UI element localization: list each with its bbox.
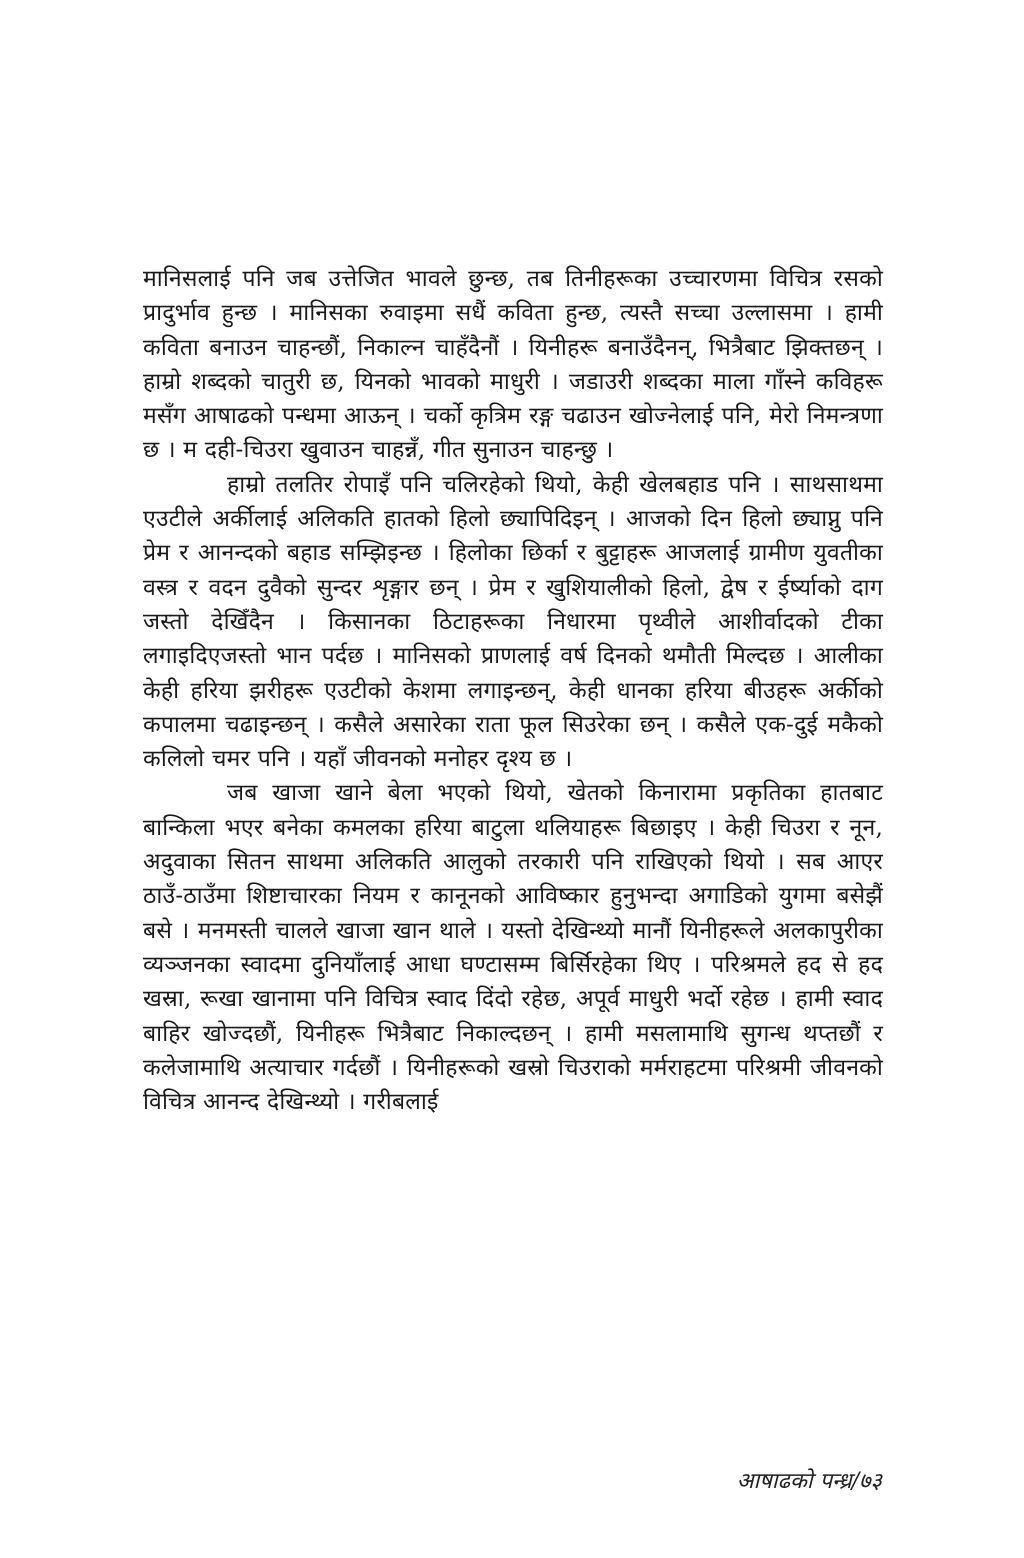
paragraph-2: हाम्रो तलतिर रोपाइँ पनि चलिरहेको थियो, केही खेलबहाड पनि । साथसाथमा एउटीले अर्कीलाई अलिकति हातको हिलो छ्यापिदिइन् । आजको दिन हिलो छ्याप्नु पनि प्रेम र आनन्दको बहाड सम्झिइन्छ । हिलोका छिर्का र बुट्टाहरू आजलाई ग्रामीण युवतीका वस्त्र र वदन दुवैको सुन्दर शृङ्गार छन् । प्रेम र खुशियालीको हिलो, द्वेष र ईर्ष्याको दाग जस्तो देखिँदैन । किसानका ठिटाहरूका निधारमा पृथ्वीले आशीर्वादको टीका लगाइदिएजस्तो भान पर्दछ । मानिसको प्राणलाई वर्ष दिनको थमौती मिल्दछ । आलीका केही हरिया झरीहरू एउटीको केशमा लगाइन्छन्, केही धानका हरिया बीउहरू अर्कीको कपालमा चढाइन्छन् । कसैले असारेका राता फूल सिउरेका छन् । कसैले एक-दुई मकैको कलिलो चमर पनि । यहाँ जीवनको मनोहर दृश्य छ । <box>143 471 883 773</box>
page-body <box>143 262 883 1119</box>
paragraph-1: मानिसलाई पनि जब उत्तेजित भावले छुन्छ, तब तिनीहरूका उच्चारणमा विचित्र रसको प्रादुर्भाव हुन्छ । मानिसका रुवाइमा सधैं कविता हुन्छ, त्यस्तै सच्चा उल्लासमा । हामी कविता बनाउन चाहन्छौं, निकाल्न चाहँदैनौं । यिनीहरू बनाउँदैनन्, भित्रैबाट झिक्तछन् । हाम्रो शब्दको चातुरी छ, यिनको भावको माधुरी । जडाउरी शब्दका माला गाँस्ने कविहरू मसँग आषाढको पन्धमा आऊन् । चर्को कृत्रिम रङ्ग चढाउन खोज्नेलाई पनि, मेरो निमन्त्रणा छ । म दही-चिउरा खुवाउन चाहन्नँ, गीत सुनाउन चाहन्छु । <box>143 266 883 464</box>
paragraph-3: जब खाजा खाने बेला भएको थियो, खेतको किनारामा प्रकृतिका हातबाट बान्किला भएर बनेका कमलका हरिया बाटुला थलियाहरू बिछाइए । केही चिउरा र नून, अदुवाका सितन साथमा अलिकति आलुको तरकारी पनि राखिएको थियो । सब आएर ठाउँ-ठाउँमा शिष्टाचारका नियम र कानूनको आविष्कार हुनुभन्दा अगाडिको युगमा बसेझैं बसे । मनमस्ती चालले खाजा खान थाले । यस्तो देखिन्थ्यो मानौं यिनीहरूले अलकापुरीका व्यञ्जनका स्वादमा दुनियाँलाई आधा घण्टासम्म बिर्सिरहेका थिए । परिश्रमले हद से हद खस्रा, रूखा खानामा पनि विचित्र स्वाद दिंदो रहेछ, अपूर्व माधुरी भर्दो रहेछ । हामी स्वाद बाहिर खोज्दछौं, यिनीहरू भित्रैबाट निकाल्दछन् । हामी मसलामाथि सुगन्ध थप्तछौं र कलेजामाथि अत्याचार गर्दछौं । यिनीहरूको खस्रो चिउराको मर्मराहटमा परिश्रमी जीवनको विचित्र आनन्द देखिन्थ्यो । गरीबलाई <box>143 780 883 1116</box>
running-footer: आषाढको पन्ध्र/७३ <box>736 1469 882 1494</box>
